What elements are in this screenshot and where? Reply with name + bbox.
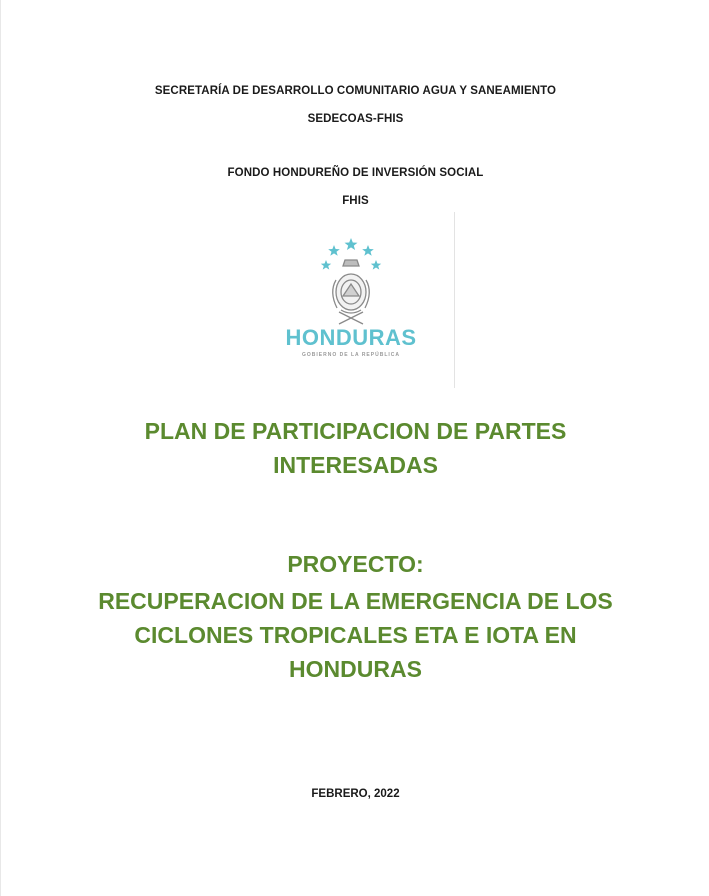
vertical-divider bbox=[454, 212, 455, 388]
emblem-shield bbox=[333, 260, 370, 324]
plan-title-line-2: INTERESADAS bbox=[273, 452, 438, 478]
header-ministry-acronym: SEDECOAS-FHIS bbox=[307, 113, 404, 125]
project-name-line-2: CICLONES TROPICALES ETA E IOTA EN bbox=[134, 622, 577, 648]
honduras-logo-subtitle: GOBIERNO DE LA REPÚBLICA bbox=[302, 352, 400, 358]
honduras-logo-wordmark: HONDURAS bbox=[285, 325, 417, 350]
project-name-line-3: HONDURAS bbox=[289, 656, 422, 682]
plan-title-line-1: PLAN DE PARTICIPACION DE PARTES bbox=[144, 418, 567, 444]
header-fund-acronym: FHIS bbox=[342, 195, 369, 207]
document-date: FEBRERO, 2022 bbox=[311, 788, 400, 800]
header-ministry: SECRETARÍA DE DESARROLLO COMUNITARIO AGUA Y SANEAMIENTO bbox=[154, 85, 557, 97]
project-label: PROYECTO: bbox=[287, 551, 424, 577]
header-fund: FONDO HONDUREÑO DE INVERSIÓN SOCIAL bbox=[227, 167, 484, 179]
project-name-line-1: RECUPERACION DE LA EMERGENCIA DE LOS bbox=[98, 588, 613, 614]
